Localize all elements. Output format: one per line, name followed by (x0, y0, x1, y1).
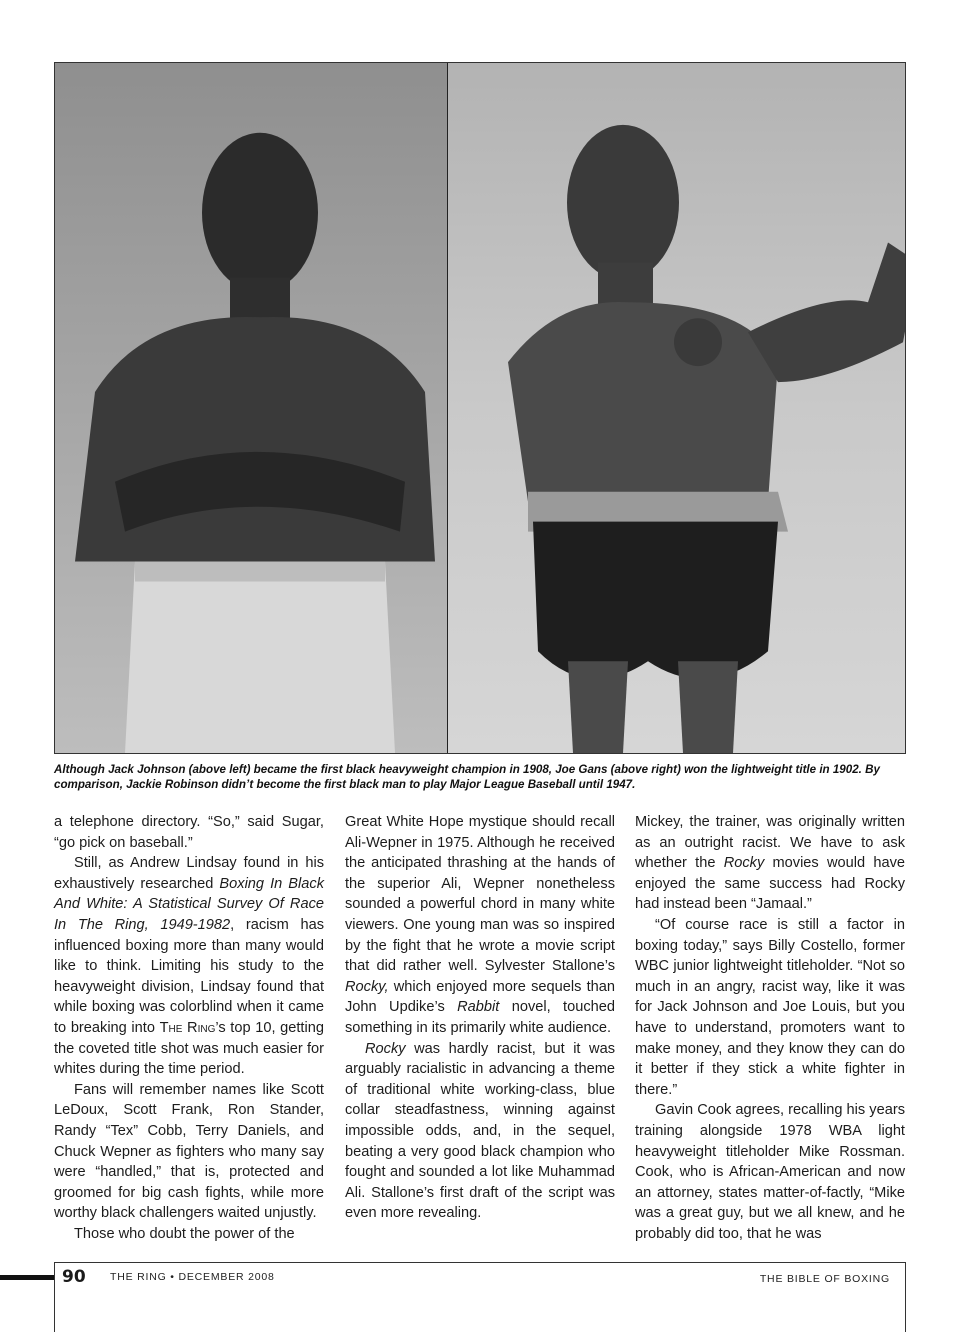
paragraph: Fans will remember names like Scott LeDoux, Scott Frank, Ron Stander, Randy “Tex” Cobb, Terry Daniels, and Chuck Wepner as fighters who many say were “handled,” that is, protected and groomed for big cash fights, while more worthy black challengers waited unjustly. (54, 1081, 324, 1222)
paragraph: Great White Hope mystique should recall Ali-Wepner in 1975. Although he received the anticipated thrashing at the hands of the superior Ali, Wepner nonetheless sounded a powerful chord in many white viewers. One young man was so inspired by the fight that he wrote a movie script that did rather well. Sylvester Stallone’s Rocky, which enjoyed more sequels than John Updike’s Rabbit novel, touched something in its primarily white audience. (345, 814, 615, 1036)
page-number: 90 (62, 1267, 86, 1287)
paragraph: Gavin Cook agrees, recalling his years training alongside 1978 WBA light heavyweight titleholder Mike Rossman. Cook, who is African-American and now an attorney, states matter-of-factly, “Mike was a great guy, but we all knew, and he probably did too, that he was (635, 1102, 905, 1242)
footer-bar (0, 1275, 54, 1280)
paragraph: a telephone directory. “So,” said Sugar, “go pick on baseball.” (54, 814, 324, 851)
paragraph: Mickey, the trainer, was originally written as an outright racist. We have to ask whether the Rocky movies would have enjoyed the same success had Rocky had instead been “Jamaal.” (635, 814, 905, 913)
jack-johnson-photo (55, 63, 447, 753)
magazine-name: The Ring (159, 1019, 216, 1036)
book-title: Boxing In Black And White: A Statistical Survey Of Race In The Ring, 1949-1982 (54, 875, 324, 933)
paragraph: Those who doubt the power of the (74, 1225, 295, 1242)
footer-divider-left (54, 1262, 55, 1332)
paragraph: “Of course race is still a factor in boxing today,” says Billy Costello, former WBC junior lightweight titleholder. “Not so much in an angry, racist way, like it was for Jack Johnson and Joe Louis, but you have to understand, promoters want to make money, and they know they can do it better if they stick a white fighter in there.” (635, 916, 905, 1098)
paragraph: Rocky was hardly racist, but it was arguably racialistic in advancing a theme of traditional white working-class, blue collar steadfastness, winning against impossible odds, and, in the sequel, beating a very good black champion who fought and sounded a lot like Muhammad Ali. Stallone’s first draft of the script was even more revealing. (345, 1040, 615, 1222)
paragraph: Still, as Andrew Lindsay found in his exhaustively researched Boxing In Black And White: A Statistical Survey Of Race In The Ring, 1949-1982, racism has influenced boxing more than many would like to think. Limiting his study to the heavyweight division, Lindsay found that while boxing was colorblind when it came to breaking into The Ring’s top 10, getting the coveted title shot was much easier for whites during the time period. (54, 855, 324, 1078)
footer-divider-right (905, 1262, 906, 1332)
article-column-2 (345, 812, 615, 1224)
article-column-3 (635, 812, 905, 1244)
publication-line: THE RING • DECEMBER 2008 (110, 1271, 275, 1283)
tagline: THE BIBLE OF BOXING (759, 1273, 890, 1285)
article-column-1 (54, 812, 324, 1244)
photo-spread (54, 62, 906, 754)
joe-gans-photo (447, 63, 906, 753)
footer-rule (54, 1262, 906, 1263)
photo-caption: Although Jack Johnson (above left) became the first black heavyweight champion in 1908, Joe Gans (above right) won the lightweight title in 1902. By comparison, Jackie Robinson didn’t become the first black man to play Major League Baseball until 1947. (54, 763, 880, 791)
